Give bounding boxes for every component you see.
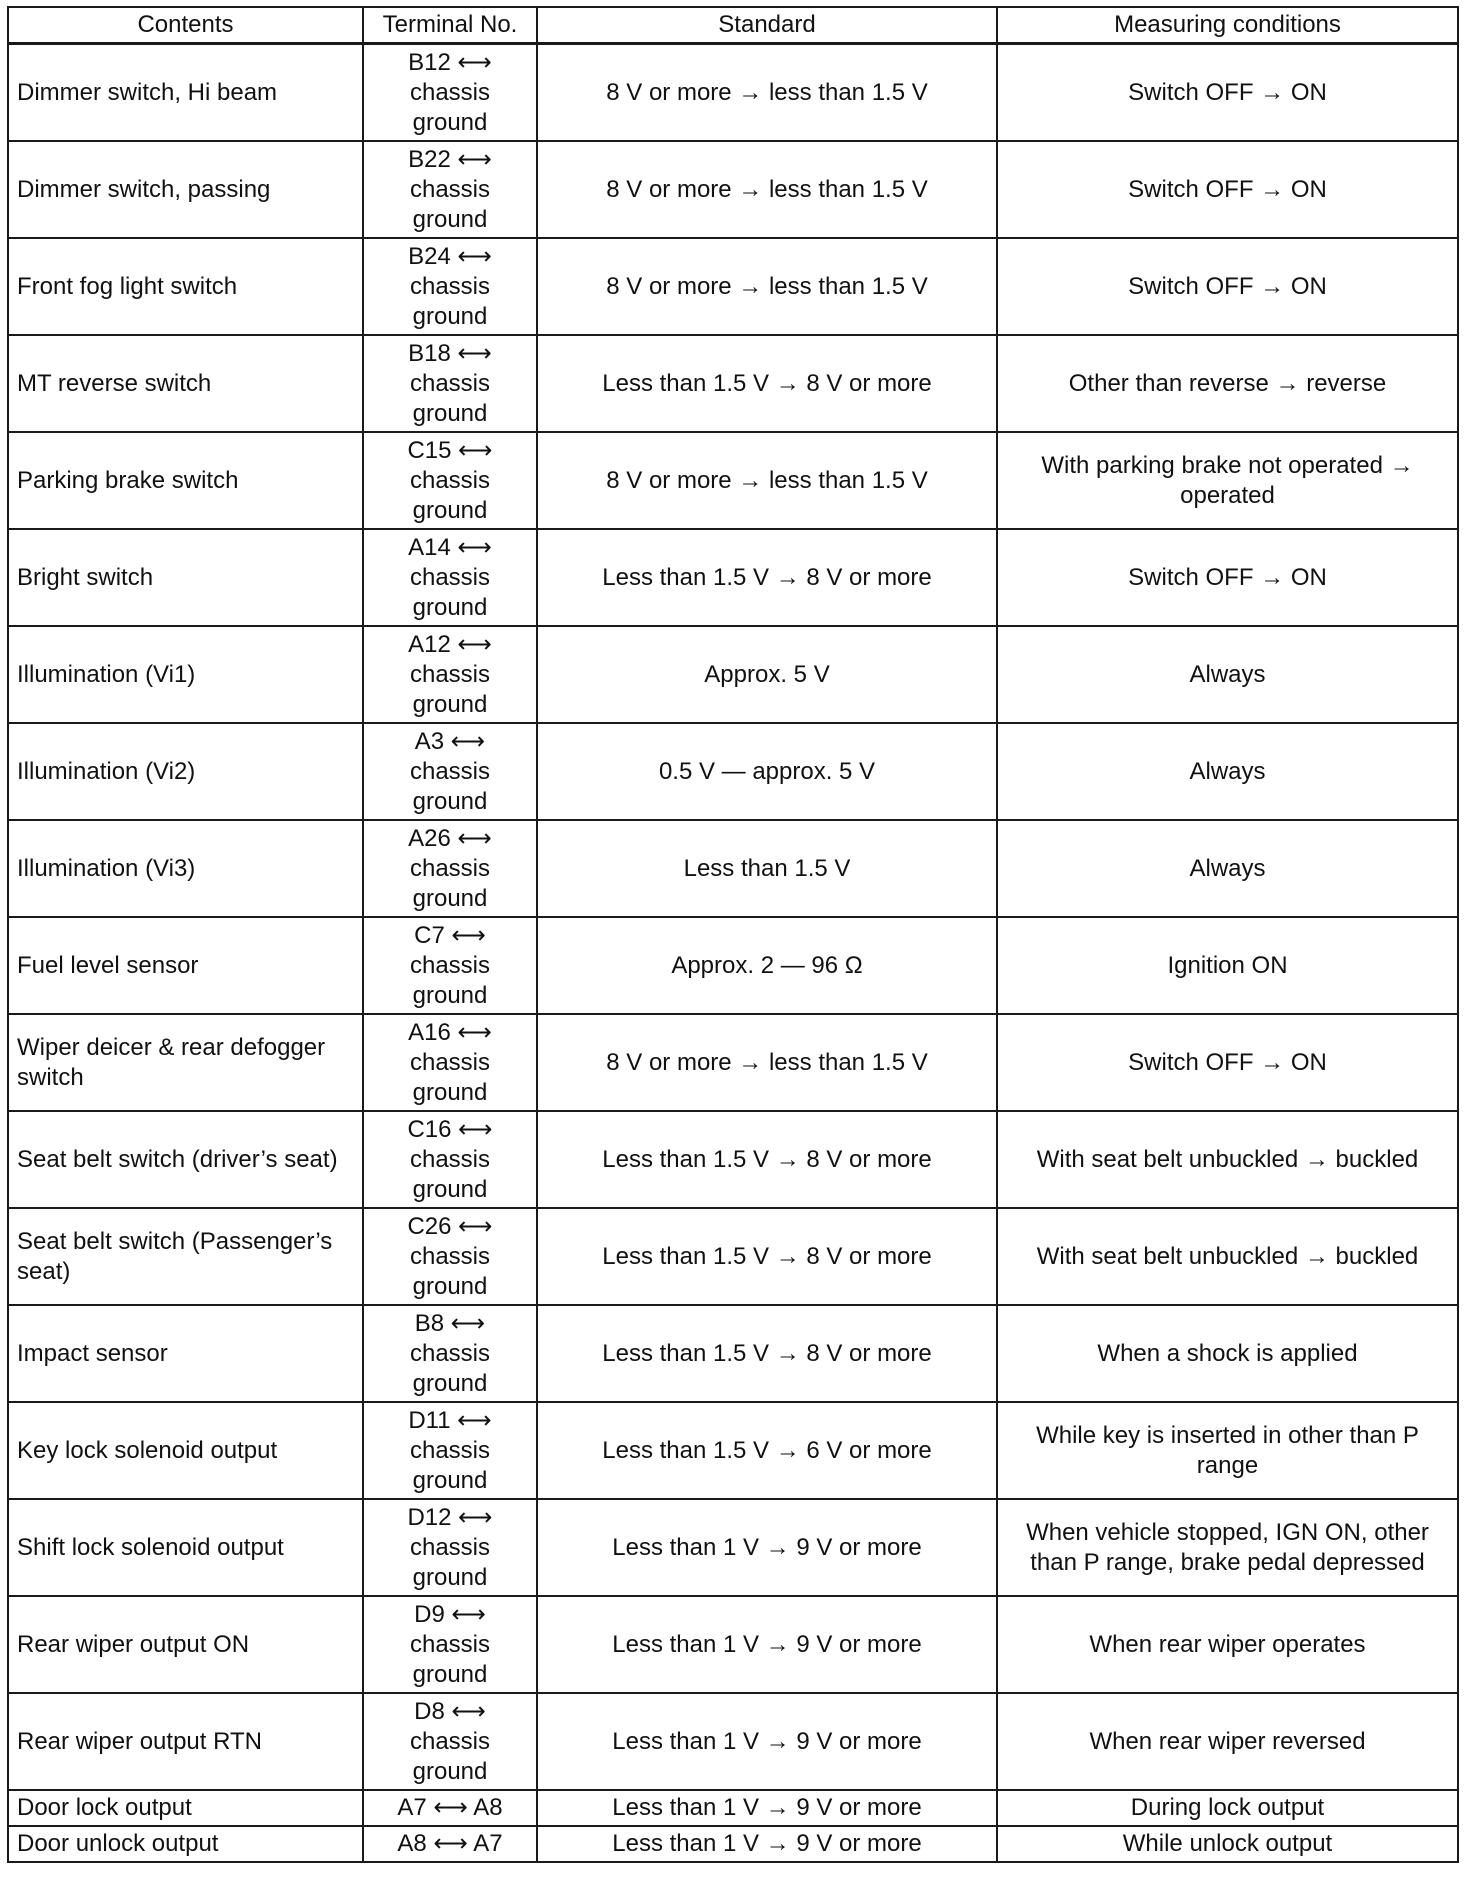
cell-standard: Less than 1.5 V → 8 V or more	[537, 1305, 997, 1402]
cell-standard: Less than 1 V → 9 V or more	[537, 1596, 997, 1693]
cell-terminal	[363, 432, 537, 529]
cell-contents: Fuel level sensor	[8, 917, 363, 1014]
terminal-chassis: chassis	[409, 1436, 491, 1464]
table-row	[8, 1305, 1458, 1402]
cell-conditions: With parking brake not operated → operated	[997, 432, 1458, 529]
cell-terminal: A8 ⟷ A7	[363, 1826, 537, 1862]
cell-standard: Less than 1 V → 9 V or more	[537, 1790, 997, 1826]
cell-conditions: When rear wiper operates	[997, 1596, 1458, 1693]
table-row	[8, 1499, 1458, 1596]
cell-conditions: Always	[997, 626, 1458, 723]
terminal-pin: D12 ⟷	[407, 1503, 493, 1531]
cell-terminal	[363, 141, 537, 238]
terminal-ground: ground	[412, 981, 488, 1009]
cell-conditions: Switch OFF → ON	[997, 238, 1458, 335]
cell-contents: Seat belt switch (Passenger’s seat)	[8, 1208, 363, 1305]
terminal-chassis: chassis	[409, 660, 491, 688]
cell-conditions: Switch OFF → ON	[997, 1014, 1458, 1111]
terminal-pin: C15 ⟷	[407, 436, 493, 464]
terminal-ground: ground	[412, 1369, 488, 1397]
terminal-ground: ground	[412, 1078, 488, 1106]
terminal-ground: ground	[412, 399, 488, 427]
terminal-pin: D9 ⟷	[414, 1600, 486, 1628]
cell-terminal: A7 ⟷ A8	[363, 1790, 537, 1826]
terminal-ground: ground	[412, 1660, 488, 1688]
header-terminal: Terminal No.	[363, 7, 537, 44]
terminal-pin: D8 ⟷	[414, 1697, 486, 1725]
terminal-pin: B18 ⟷	[408, 339, 492, 367]
cell-standard: Approx. 5 V	[537, 626, 997, 723]
cell-contents: Door unlock output	[8, 1826, 363, 1862]
terminal-chassis: chassis	[409, 757, 491, 785]
table-row	[8, 44, 1458, 142]
cell-contents: Illumination (Vi1)	[8, 626, 363, 723]
cell-standard: 8 V or more → less than 1.5 V	[537, 44, 997, 142]
cell-standard: Less than 1.5 V → 8 V or more	[537, 335, 997, 432]
table-row	[8, 1402, 1458, 1499]
cell-standard: Less than 1.5 V → 6 V or more	[537, 1402, 997, 1499]
cell-contents: MT reverse switch	[8, 335, 363, 432]
terminal-pin: C16 ⟷	[407, 1115, 493, 1143]
cell-terminal	[363, 723, 537, 820]
terminal-pin: A26 ⟷	[408, 824, 492, 852]
cell-conditions: Switch OFF → ON	[997, 44, 1458, 142]
cell-conditions: When a shock is applied	[997, 1305, 1458, 1402]
cell-conditions: With seat belt unbuckled → buckled	[997, 1208, 1458, 1305]
terminal-pin: A16 ⟷	[408, 1018, 492, 1046]
cell-contents: Wiper deicer & rear defogger switch	[8, 1014, 363, 1111]
table-row	[8, 529, 1458, 626]
terminal-ground: ground	[412, 1175, 488, 1203]
cell-conditions: Switch OFF → ON	[997, 141, 1458, 238]
cell-conditions: While unlock output	[997, 1826, 1458, 1862]
cell-standard: Less than 1 V → 9 V or more	[537, 1826, 997, 1862]
cell-standard: Approx. 2 — 96 Ω	[537, 917, 997, 1014]
terminal-chassis: chassis	[409, 1630, 491, 1658]
cell-terminal	[363, 1305, 537, 1402]
terminal-chassis: chassis	[409, 563, 491, 591]
cell-contents: Door lock output	[8, 1790, 363, 1826]
cell-contents: Dimmer switch, passing	[8, 141, 363, 238]
header-contents: Contents	[8, 7, 363, 44]
terminal-pin: C7 ⟷	[414, 921, 486, 949]
terminal-chassis: chassis	[409, 1048, 491, 1076]
table-row	[8, 820, 1458, 917]
terminal-ground: ground	[412, 205, 488, 233]
cell-terminal	[363, 917, 537, 1014]
terminal-ground: ground	[412, 496, 488, 524]
cell-conditions: Always	[997, 723, 1458, 820]
terminal-spec-table	[7, 6, 1459, 1863]
cell-contents: Seat belt switch (driver’s seat)	[8, 1111, 363, 1208]
cell-standard: Less than 1 V → 9 V or more	[537, 1693, 997, 1790]
cell-conditions: With seat belt unbuckled → buckled	[997, 1111, 1458, 1208]
terminal-ground: ground	[412, 302, 488, 330]
terminal-pin: C26 ⟷	[407, 1212, 493, 1240]
terminal-ground: ground	[412, 1466, 488, 1494]
table-row	[8, 1693, 1458, 1790]
cell-standard: 8 V or more → less than 1.5 V	[537, 1014, 997, 1111]
table-row	[8, 335, 1458, 432]
terminal-chassis: chassis	[409, 951, 491, 979]
cell-standard: Less than 1.5 V	[537, 820, 997, 917]
terminal-pin: B12 ⟷	[408, 48, 492, 76]
table-row	[8, 917, 1458, 1014]
terminal-pin: B24 ⟷	[408, 242, 492, 270]
header-row	[8, 7, 1458, 44]
cell-contents: Parking brake switch	[8, 432, 363, 529]
cell-standard: 8 V or more → less than 1.5 V	[537, 141, 997, 238]
table-row	[8, 141, 1458, 238]
cell-contents: Impact sensor	[8, 1305, 363, 1402]
cell-contents: Dimmer switch, Hi beam	[8, 44, 363, 142]
cell-terminal	[363, 1402, 537, 1499]
cell-standard: Less than 1 V → 9 V or more	[537, 1499, 997, 1596]
header-conditions: Measuring conditions	[997, 7, 1458, 44]
cell-contents: Key lock solenoid output	[8, 1402, 363, 1499]
cell-terminal	[363, 1693, 537, 1790]
table-row	[8, 1596, 1458, 1693]
cell-conditions: During lock output	[997, 1790, 1458, 1826]
cell-conditions: When rear wiper reversed	[997, 1693, 1458, 1790]
cell-conditions: Switch OFF → ON	[997, 529, 1458, 626]
cell-terminal	[363, 1208, 537, 1305]
cell-terminal	[363, 335, 537, 432]
cell-conditions: Ignition ON	[997, 917, 1458, 1014]
terminal-ground: ground	[412, 1757, 488, 1785]
terminal-chassis: chassis	[409, 78, 491, 106]
cell-conditions: Always	[997, 820, 1458, 917]
terminal-chassis: chassis	[409, 175, 491, 203]
terminal-ground: ground	[412, 593, 488, 621]
cell-terminal	[363, 44, 537, 142]
cell-conditions: Other than reverse → reverse	[997, 335, 1458, 432]
terminal-chassis: chassis	[409, 1339, 491, 1367]
cell-terminal	[363, 820, 537, 917]
cell-contents: Shift lock solenoid output	[8, 1499, 363, 1596]
table-row	[8, 1208, 1458, 1305]
cell-terminal	[363, 529, 537, 626]
cell-conditions: While key is inserted in other than P range	[997, 1402, 1458, 1499]
terminal-chassis: chassis	[409, 1533, 491, 1561]
cell-terminal	[363, 1111, 537, 1208]
cell-standard: Less than 1.5 V → 8 V or more	[537, 1208, 997, 1305]
cell-standard: 0.5 V — approx. 5 V	[537, 723, 997, 820]
cell-contents: Front fog light switch	[8, 238, 363, 335]
table-row	[8, 1014, 1458, 1111]
cell-conditions: When vehicle stopped, IGN ON, other than P range, brake pedal depressed	[997, 1499, 1458, 1596]
terminal-ground: ground	[412, 1563, 488, 1591]
cell-standard: 8 V or more → less than 1.5 V	[537, 432, 997, 529]
cell-terminal	[363, 1014, 537, 1111]
terminal-ground: ground	[412, 690, 488, 718]
cell-standard: 8 V or more → less than 1.5 V	[537, 238, 997, 335]
terminal-pin: B22 ⟷	[408, 145, 492, 173]
cell-contents: Bright switch	[8, 529, 363, 626]
cell-standard: Less than 1.5 V → 8 V or more	[537, 529, 997, 626]
cell-terminal	[363, 1499, 537, 1596]
table-row	[8, 432, 1458, 529]
terminal-chassis: chassis	[409, 1145, 491, 1173]
terminal-pin: A3 ⟷	[414, 727, 486, 755]
table-row	[8, 1826, 1458, 1862]
terminal-pin: B8 ⟷	[414, 1309, 486, 1337]
terminal-pin: A12 ⟷	[408, 630, 492, 658]
terminal-chassis: chassis	[409, 1242, 491, 1270]
cell-contents: Rear wiper output ON	[8, 1596, 363, 1693]
terminal-chassis: chassis	[409, 272, 491, 300]
table-row	[8, 1111, 1458, 1208]
terminal-pin: A14 ⟷	[408, 533, 492, 561]
cell-terminal	[363, 1596, 537, 1693]
terminal-chassis: chassis	[409, 466, 491, 494]
cell-contents: Illumination (Vi2)	[8, 723, 363, 820]
cell-standard: Less than 1.5 V → 8 V or more	[537, 1111, 997, 1208]
header-standard: Standard	[537, 7, 997, 44]
table-row	[8, 626, 1458, 723]
terminal-chassis: chassis	[409, 369, 491, 397]
terminal-ground: ground	[412, 787, 488, 815]
terminal-chassis: chassis	[409, 1727, 491, 1755]
table-row	[8, 238, 1458, 335]
cell-contents: Illumination (Vi3)	[8, 820, 363, 917]
table-row	[8, 723, 1458, 820]
terminal-chassis: chassis	[409, 854, 491, 882]
terminal-pin: D11 ⟷	[408, 1406, 492, 1434]
cell-terminal	[363, 626, 537, 723]
cell-contents: Rear wiper output RTN	[8, 1693, 363, 1790]
terminal-ground: ground	[412, 108, 488, 136]
table-row	[8, 1790, 1458, 1826]
terminal-ground: ground	[412, 1272, 488, 1300]
cell-terminal	[363, 238, 537, 335]
terminal-ground: ground	[412, 884, 488, 912]
